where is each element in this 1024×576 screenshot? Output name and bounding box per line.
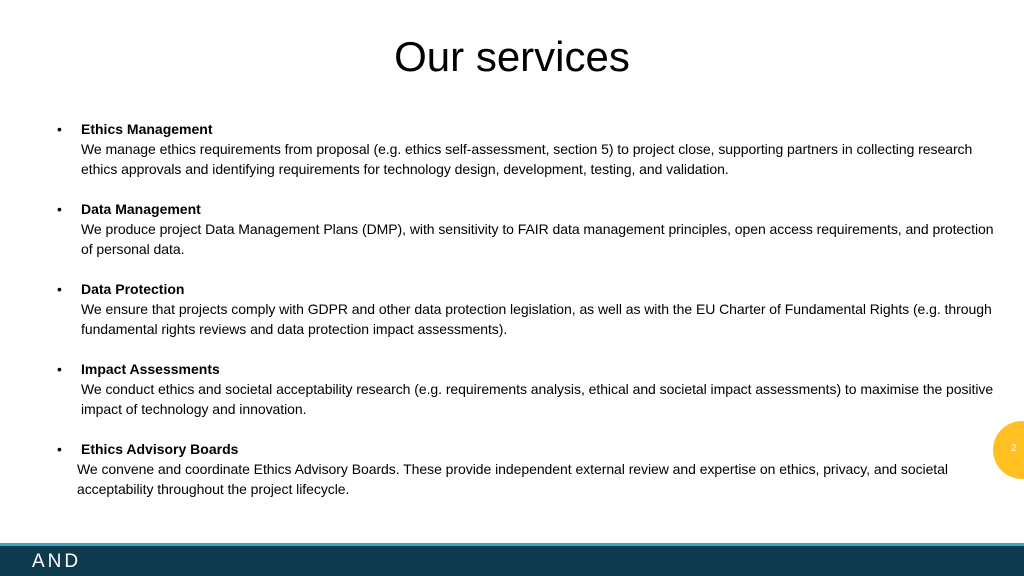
bullet-icon: • xyxy=(57,441,62,457)
service-item-ethics-management xyxy=(0,119,1024,179)
service-description: We conduct ethics and societal acceptability research (e.g. requirements analysis, ethical and societal impact assessments) to maximise the positive impact of technology and innovation. xyxy=(81,381,994,417)
service-title: Data Protection xyxy=(81,281,185,297)
footer-bar xyxy=(0,546,1024,576)
bullet-icon: • xyxy=(57,281,62,297)
bullet-icon: • xyxy=(57,121,62,137)
service-title: Ethics Management xyxy=(81,121,213,137)
service-description: We produce project Data Management Plans (DMP), with sensitivity to FAIR data management principles, open access requirements, and protection of personal data. xyxy=(81,221,994,257)
service-item-impact-assessments xyxy=(0,359,1024,419)
service-description: We ensure that projects comply with GDPR and other data protection legislation, as well as with the EU Charter of Fundamental Rights (e.g. through fundamental rights reviews and data protection impact assessments). xyxy=(81,301,992,337)
and-logo: AND xyxy=(32,551,82,572)
bullet-icon: • xyxy=(57,361,62,377)
service-description: We convene and coordinate Ethics Advisory Boards. These provide independent external review and expertise on ethics, privacy, and societal acceptability throughout the project lifecycle. xyxy=(77,461,948,497)
service-item-data-protection xyxy=(0,279,1024,339)
service-item-data-management xyxy=(0,199,1024,259)
page-number: 2 xyxy=(1011,443,1017,454)
bullet-icon: • xyxy=(57,201,62,217)
service-title: Data Management xyxy=(81,201,201,217)
service-description: We manage ethics requirements from proposal (e.g. ethics self-assessment, section 5) to project close, supporting partners in collecting research ethics approvals and identifying requirements for technology design, development, testing, and validation. xyxy=(81,141,973,177)
services-list xyxy=(0,119,1024,519)
slide-title: Our services xyxy=(394,33,630,80)
service-title: Ethics Advisory Boards xyxy=(81,441,239,457)
service-title: Impact Assessments xyxy=(81,361,220,377)
service-item-ethics-advisory-boards xyxy=(0,439,1024,499)
